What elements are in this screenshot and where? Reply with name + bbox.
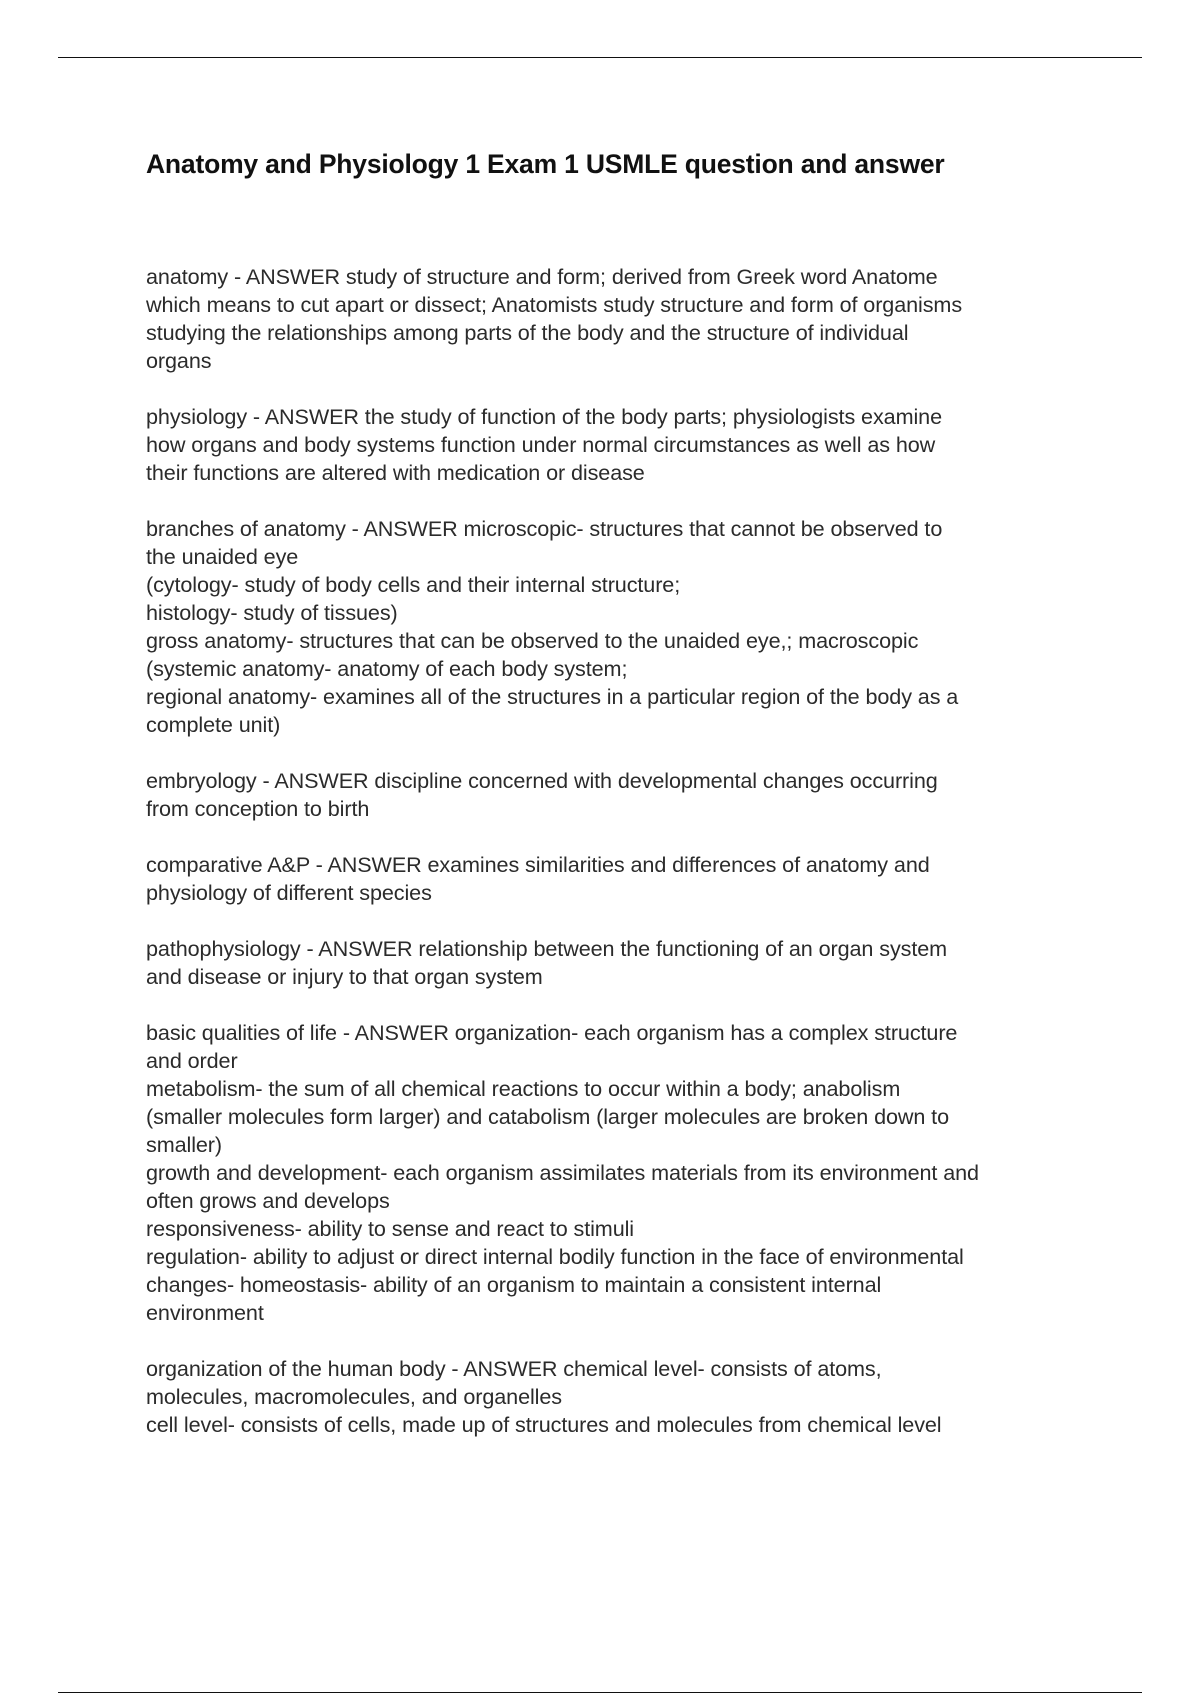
bottom-rule xyxy=(58,1692,1142,1693)
qa-entry-text xyxy=(146,767,1146,823)
text-line: (cytology- study of body cells and their internal structure; xyxy=(146,572,681,597)
text-line: physiology of different species xyxy=(146,880,432,905)
text-line: often grows and develops xyxy=(146,1188,390,1213)
text-line: embryology - ANSWER discipline concerned with developmental changes occurring xyxy=(146,768,938,793)
qa-entry-text xyxy=(146,515,1146,739)
qa-entry xyxy=(146,403,1146,487)
text-line: branches of anatomy - ANSWER microscopic- structures that cannot be observed to xyxy=(146,516,943,541)
qa-entry-text xyxy=(146,1019,1146,1327)
text-line: regulation- ability to adjust or direct internal bodily function in the face of environmental xyxy=(146,1244,964,1269)
qa-entry xyxy=(146,935,1146,991)
qa-entry-text xyxy=(146,263,1146,375)
text-line: environment xyxy=(146,1300,264,1325)
qa-entry xyxy=(146,851,1146,907)
text-line: organs xyxy=(146,348,212,373)
text-line: metabolism- the sum of all chemical reactions to occur within a body; anabolism xyxy=(146,1076,901,1101)
text-line: complete unit) xyxy=(146,712,281,737)
qa-entry xyxy=(146,1355,1146,1439)
qa-entry-text xyxy=(146,1355,1146,1439)
text-line: cell level- consists of cells, made up of structures and molecules from chemical level xyxy=(146,1412,942,1437)
top-rule xyxy=(58,57,1142,58)
text-line: their functions are altered with medication or disease xyxy=(146,460,645,485)
qa-entry-text xyxy=(146,935,1146,991)
document-title: Anatomy and Physiology 1 Exam 1 USMLE question and answer xyxy=(146,149,945,179)
text-line: which means to cut apart or dissect; Anatomists study structure and form of organisms xyxy=(146,292,963,317)
qa-entry xyxy=(146,767,1146,823)
text-line: anatomy - ANSWER study of structure and form; derived from Greek word Anatome xyxy=(146,264,938,289)
text-line: and disease or injury to that organ system xyxy=(146,964,543,989)
text-line: changes- homeostasis- ability of an organism to maintain a consistent internal xyxy=(146,1272,882,1297)
qa-entry xyxy=(146,1019,1146,1327)
document-body xyxy=(146,263,1146,1467)
text-line: (smaller molecules form larger) and catabolism (larger molecules are broken down to xyxy=(146,1104,949,1129)
text-line: histology- study of tissues) xyxy=(146,600,398,625)
text-line: responsiveness- ability to sense and react to stimuli xyxy=(146,1216,634,1241)
qa-entry-text xyxy=(146,403,1146,487)
text-line: organization of the human body - ANSWER chemical level- consists of atoms, xyxy=(146,1356,882,1381)
text-line: molecules, macromolecules, and organelles xyxy=(146,1384,562,1409)
text-line: smaller) xyxy=(146,1132,222,1157)
text-line: growth and development- each organism assimilates materials from its environment and xyxy=(146,1160,979,1185)
qa-entry-text xyxy=(146,851,1146,907)
qa-entry xyxy=(146,263,1146,375)
text-line: and order xyxy=(146,1048,238,1073)
text-line: the unaided eye xyxy=(146,544,299,569)
text-line: how organs and body systems function under normal circumstances as well as how xyxy=(146,432,936,457)
text-line: from conception to birth xyxy=(146,796,370,821)
text-line: studying the relationships among parts of the body and the structure of individual xyxy=(146,320,909,345)
text-line: regional anatomy- examines all of the structures in a particular region of the body as a xyxy=(146,684,959,709)
text-line: basic qualities of life - ANSWER organization- each organism has a complex structure xyxy=(146,1020,958,1045)
text-line: physiology - ANSWER the study of function of the body parts; physiologists examine xyxy=(146,404,942,429)
text-line: gross anatomy- structures that can be observed to the unaided eye,; macroscopic xyxy=(146,628,919,653)
text-line: (systemic anatomy- anatomy of each body system; xyxy=(146,656,628,681)
qa-entry xyxy=(146,515,1146,739)
text-line: comparative A&P - ANSWER examines similarities and differences of anatomy and xyxy=(146,852,930,877)
text-line: pathophysiology - ANSWER relationship between the functioning of an organ system xyxy=(146,936,948,961)
